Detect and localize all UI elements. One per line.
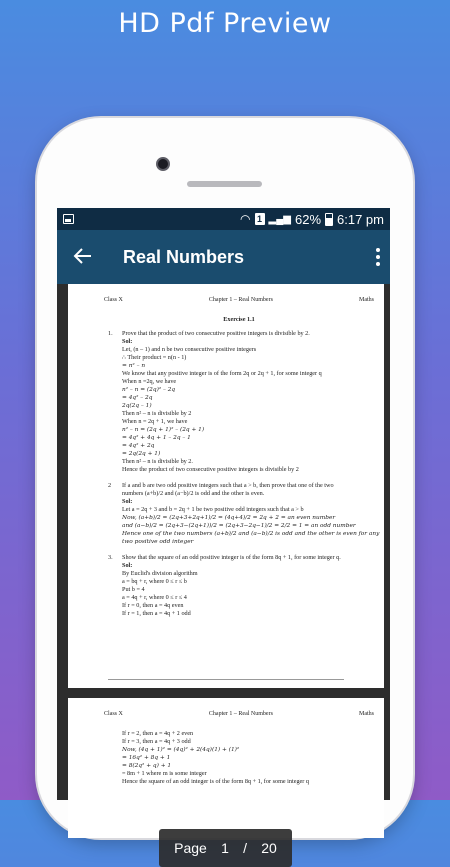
image-notification-icon <box>63 214 74 224</box>
math-line: Now, (4q + 1)² = (4q)² + 2(4q)(1) + (1)² <box>122 747 240 753</box>
header-subject: Maths <box>358 297 374 303</box>
text-line: Then n² – n is divisible by 2 <box>122 410 192 417</box>
question-1 <box>108 330 370 474</box>
header-class: Class X <box>104 297 123 303</box>
front-camera <box>156 157 170 171</box>
text-line: Then n² – n is divisible by 2. <box>122 458 193 465</box>
math-line: Now, (a+b)/2 = (2q+3+2q+1)/2 = (4q+4)/2 = 2q + 2 = an even number <box>122 515 336 521</box>
text-line: We know that any positive integer is of the form 2q or 2q + 1, for some integer q <box>122 370 322 377</box>
current-page: 1 <box>221 840 229 856</box>
header-chapter: Chapter 1 – Real Numbers <box>208 711 273 717</box>
sol-label: Sol: <box>122 338 133 345</box>
pdf-viewer[interactable] <box>57 284 390 856</box>
page-footer-rule <box>108 679 344 680</box>
question-3 <box>108 554 370 618</box>
phone-screen <box>57 208 390 856</box>
battery-percent: 62% <box>294 211 322 227</box>
text-line: If r = 3, then a = 4q + 3 odd <box>122 738 191 745</box>
math-line: n² – n = (2q + 1)² – (2q + 1) <box>122 427 205 433</box>
clock: 6:17 pm <box>337 211 384 227</box>
battery-icon <box>325 213 333 226</box>
math-line: = 2q(2q + 1) <box>122 451 161 457</box>
text-line: a = 4q + r, where 0 ≤ r ≤ 4 <box>122 594 187 601</box>
math-line: = n² – n <box>122 363 146 369</box>
text-line: If a and b are two odd positive integers such that a > b, then prove that one of the two <box>122 482 334 489</box>
text-line: By Euclid's division algorithm <box>122 570 198 577</box>
pdf-page-1 <box>68 284 384 688</box>
math-line: = 8(2q² + q) + 1 <box>122 763 172 769</box>
math-line: n² – n = (2q)² – 2q <box>122 387 176 393</box>
header-class: Class X <box>104 711 123 717</box>
text-line: Let a = 2q + 3 and b = 2q + 1 be two positive odd integers such that a > b <box>122 506 304 513</box>
question-number: 1. <box>108 330 113 337</box>
text-line: Show that the square of an odd positive integer is of the form 8q + 1, for some integer q. <box>122 554 341 561</box>
question-number: 2 <box>108 482 112 489</box>
pdf-page-2 <box>68 698 384 838</box>
math-line: Hence one of the two numbers (a+b)/2 and (a−b)/2 is odd and the other is even for any <box>122 531 380 537</box>
more-options-icon[interactable] <box>366 248 390 266</box>
page-separator: / <box>243 840 248 856</box>
text-line: Prove that the product of two consecutive positive integers is divisible by 2. <box>122 330 310 337</box>
sol-label: Sol: <box>122 562 133 569</box>
app-bar <box>57 230 390 284</box>
status-bar <box>57 208 390 230</box>
total-pages: 20 <box>261 840 277 856</box>
header-subject: Maths <box>358 711 374 717</box>
signal-icon: ▂▄▆ <box>268 213 291 225</box>
wifi-icon: ◠ <box>240 212 251 226</box>
text-line: = 8m + 1 where m is some integer <box>122 770 207 777</box>
question-number: 3. <box>108 554 113 561</box>
earpiece-speaker <box>187 181 262 187</box>
text-line: Let, (n – 1) and n be two consecutive positive integers <box>122 346 257 353</box>
text-line: ∴ Their product = n(n - 1) <box>122 354 187 361</box>
math-line: and (a−b)/2 = (2q+3−(2q+1))/2 = (2q+3−2q−1)/2 = 2/2 = 1 = an odd number <box>122 523 356 529</box>
math-line: = 4q² – 2q <box>122 395 153 401</box>
sim-icon: 1 <box>255 213 265 225</box>
math-line: two positive odd integer <box>122 539 194 545</box>
text-line: a = bq + r, where 0 ≤ r ≤ b <box>122 578 187 585</box>
text-line: If r = 0, then a = 4q even <box>122 602 184 609</box>
text-line: Hence the product of two consecutive positive integers is divisible by 2 <box>122 466 299 473</box>
text-line: If r = 1, then a = 4q + 1 odd <box>122 610 191 617</box>
text-line: Put b = 4 <box>122 586 145 593</box>
header-chapter: Chapter 1 – Real Numbers <box>208 297 273 303</box>
page-header <box>104 710 374 718</box>
math-line: 2q(2q – 1) <box>122 403 152 409</box>
text-line: When n = 2q + 1, we have <box>122 418 188 425</box>
text-line: numbers (a+b)/2 and (a−b)/2 is odd and the other is even. <box>122 490 265 497</box>
page-header <box>104 296 374 304</box>
page-label: Page <box>174 840 207 856</box>
math-line: = 4q² + 2q <box>122 443 155 449</box>
math-line: = 4q² + 4q + 1 – 2q – 1 <box>122 435 191 441</box>
promo-headline: HD Pdf Preview <box>118 8 332 39</box>
page-indicator <box>159 829 292 867</box>
math-line: = 16q² + 8q + 1 <box>122 755 171 761</box>
text-line: Hence the square of an odd integer is of the form 8q + 1, for some integer q <box>122 778 309 785</box>
text-line: If r = 2, then a = 4q + 2 even <box>122 730 194 737</box>
sol-label: Sol: <box>122 498 133 505</box>
text-line: When n =2q, we have <box>122 378 177 385</box>
page-title: Real Numbers <box>123 246 245 267</box>
exercise-title: Exercise 1.1 <box>223 316 255 323</box>
question-2 <box>108 482 380 546</box>
back-arrow-icon[interactable] <box>57 244 109 270</box>
